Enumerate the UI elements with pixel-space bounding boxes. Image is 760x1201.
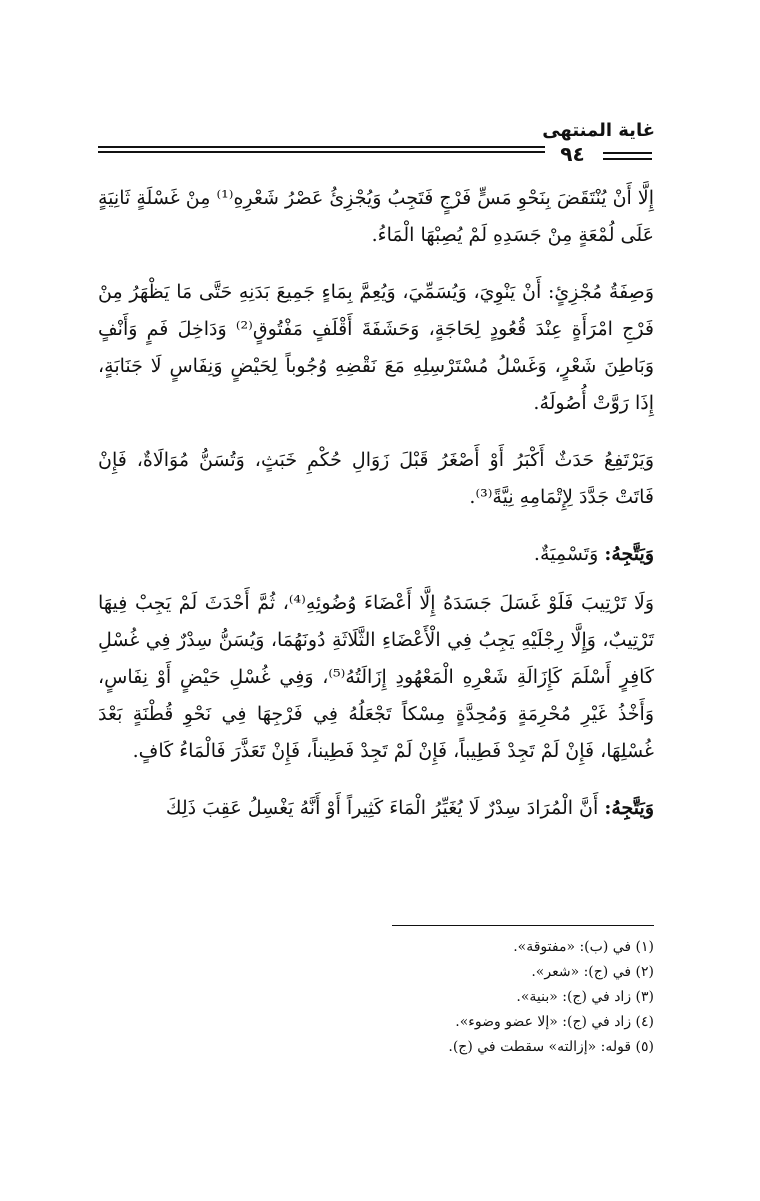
paragraph-2: وَصِفَةُ مُجْزِئٍ: أَنْ يَنْوِيَ، وَيُسَمِّيَ، وَيُعِمَّ بِمَاءٍ جَمِيعَ بَدَنِهِ حَتَّى مَا يَظْهَرُ مِنْ فَرْجِ امْرَأَةٍ عِنْدَ قُعُودٍ لِحَاجَةٍ، وَحَشَفَةَ أَقْلَفٍ مَفْتُوقٍ⁽²⁾ وَدَاخِلَ فَمٍ وَأَنْفٍ وَبَاطِنَ شَعْرٍ، وَغَسْلُ مُسْتَرْسِلِهِ مَعَ نَقْضِهِ وُجُوباً لِحَيْضٍ وَنِفَاسٍ لَا جَنَابَةٍ، إِذَا رَوَّتْ أُصُولَهُ.: [98, 281, 654, 414]
paragraph-4: [98, 536, 654, 573]
paragraph-6-text: أَنَّ الْمُرَادَ سِدْرٌ لَا يُغَيِّرُ الْمَاءَ كَثِيراً أَوْ أَنَّهُ يَغْسِلُ عَقِبَ ذَلِكَ: [165, 797, 605, 819]
footnote-3: (٣) زاد في (ج): «بنية».: [516, 989, 654, 1005]
header-rule-left: [98, 146, 545, 156]
paragraph-5: وَلَا تَرْتِيبَ فَلَوْ غَسَلَ جَسَدَهُ إِلَّا أَعْضَاءَ وُضُوئِهِ⁽⁴⁾، ثُمَّ أَحْدَثَ لَمْ يَجِبْ فِيهَا تَرْتِيبٌ، وَإِلَّا رِجْلَيْهِ يَجِبُ فِي الْأَعْضَاءِ الثَّلَاثَةِ دُونَهُمَا، وَيُسَنُّ سِدْرٌ فِي غُسْلِ كَافِرٍ أَسْلَمَ كَإِزَالَةِ شَعْرِهِ الْمَعْهُودِ إِزَالَتُهُ⁽⁵⁾، وَفِي غُسْلِ حَيْضٍ أَوْ نِفَاسٍ، وَأَخْذُ غَيْرِ مُحْرِمَةٍ وَمُحِدَّةٍ مِسْكاً تَجْعَلُهُ فِي فَرْجِهَا فِي نَحْوِ قُطْنَةٍ بَعْدَ غُسْلِهَا، فَإِنْ لَمْ تَجِدْ فَطِيباً، فَإِنْ لَمْ تَجِدْ فَطِيناً، فَإِنْ تَعَذَّرَ فَالْمَاءُ كَافٍ.: [98, 592, 654, 762]
footnote-5: (٥) قوله: «إزالته» سقطت في (ج).: [448, 1039, 654, 1055]
paragraph-3: وَيَرْتَفِعُ حَدَثٌ أَكْبَرُ أَوْ أَصْغَرُ قَبْلَ زَوَالِ حُكْمِ خَبَثٍ، وَتُسَنُّ مُوَالَاةٌ، فَإِنْ فَاتَتْ جَدَّدَ لِإِتْمَامِهِ نِيَّةً⁽³⁾.: [98, 449, 654, 508]
footnotes: [300, 935, 654, 1060]
footnote-2: (٢) في (ج): «شعر».: [531, 964, 654, 980]
running-head: غاية المنتهى: [542, 120, 655, 141]
yattajih-label: وَيَتَّجِهُ:: [604, 543, 654, 565]
footnote-4: (٤) زاد في (ج): «إلا عضو وضوء».: [455, 1014, 654, 1030]
footnote-rule: [392, 925, 654, 926]
paragraph-6: [98, 790, 654, 827]
main-text: [98, 180, 654, 847]
yattajih-label: وَيَتَّجِهُ:: [604, 797, 654, 819]
footnote-1: (١) في (ب): «مفتوقة».: [513, 939, 654, 955]
page-number: ٩٤: [550, 142, 595, 166]
header-rule-right: [603, 152, 652, 164]
paragraph-4-text: وَتَسْمِيَةٌ.: [533, 543, 605, 565]
paragraph-1: إِلَّا أَنْ يُنْتَقَضَ بِنَحْوِ مَسٍّ فَرْجٍ فَتَجِبُ وَيُجْزِئُ عَصْرُ شَعْرِهِ⁽¹⁾ مِنْ غَسْلَةٍ ثَانِيَةٍ عَلَى لُمْعَةٍ مِنْ جَسَدِهِ لَمْ يُصِبْهَا الْمَاءُ.: [98, 187, 654, 246]
